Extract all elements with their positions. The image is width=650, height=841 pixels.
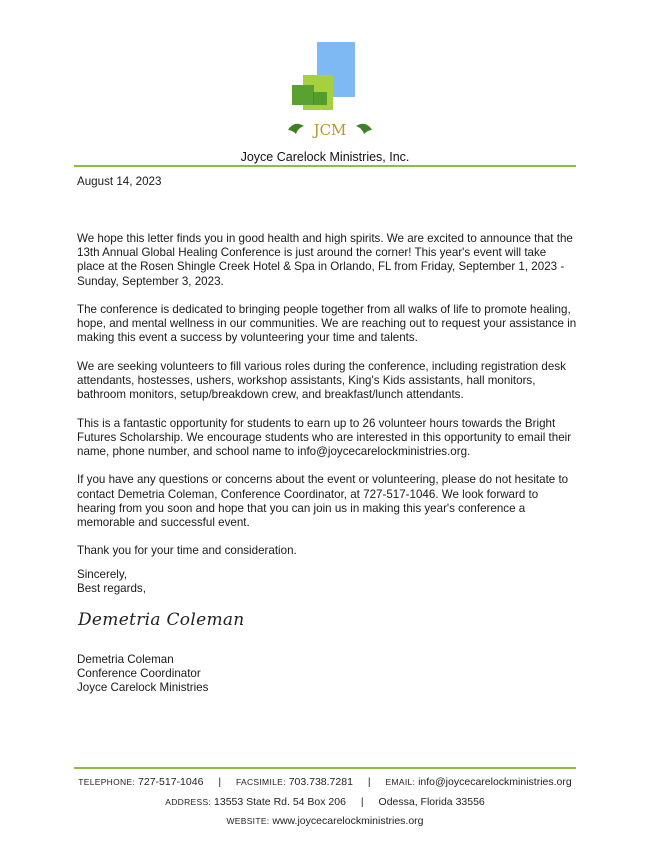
paragraph-6: Thank you for your time and consideration.	[77, 544, 297, 558]
logo-dark-green-square	[292, 85, 314, 105]
website-label: WEBSITE:	[226, 816, 270, 826]
paragraph-3: We are seeking volunteers to fill various roles during the conference, including registration desk attendants, hostesses, ushers, workshop assistants, King's Kids assistants, hall monitors, bathroom monitors, setup/breakdown crew, and breakfast/lunch attendants.	[77, 359, 566, 402]
footer-separator: |	[218, 776, 222, 788]
facsimile-value: 703.738.7281	[288, 776, 353, 788]
closing-best-regards: Best regards,	[77, 582, 146, 596]
website-link[interactable]: www.joycecarelockministries.org	[272, 815, 424, 827]
telephone-value: 727-517-1046	[138, 776, 204, 788]
footer-separator: |	[360, 796, 364, 808]
logo-leaf-left	[288, 124, 304, 134]
paragraph-5: If you have any questions or concerns about the event or volunteering, please do not hesitate to contact Demetria Coleman, Conference Coordinator, at 727-517-1046. We look forward to hearing from you soon and hope that you can join us in making this year's conference a memorable and successful event.	[77, 473, 569, 529]
logo-graphic	[280, 40, 380, 140]
footer-website-line	[0, 815, 650, 827]
signature-block	[77, 653, 577, 696]
facsimile-label: FACSIMILE:	[236, 777, 286, 787]
closing-sincerely: Sincerely,	[77, 568, 128, 581]
logo-text: JCM	[313, 121, 347, 139]
address-label: ADDRESS:	[165, 797, 212, 807]
address-value: 13553 State Rd. 54 Box 206	[214, 796, 346, 808]
signer-name: Demetria Coleman	[77, 653, 174, 666]
letter-date: August 14, 2023	[77, 175, 162, 188]
email-label: EMAIL:	[385, 777, 416, 787]
org-name: Joyce Carelock Ministries, Inc.	[240, 150, 410, 164]
email-link[interactable]: info@joycecarelockministries.org	[418, 776, 572, 788]
header-divider	[74, 165, 576, 167]
city-value: Odessa, Florida 33556	[378, 796, 485, 808]
paragraph-1: We hope this letter finds you in good health and high spirits. We are excited to announce that the 13th Annual Global Healing Conference is just around the corner! This year's event will take place at the Rosen Shingle Creek Hotel & Spa in Orlando, FL from Friday, September 1, 2023 - Sunday, September 3, 2023.	[77, 232, 573, 288]
logo-leaf-right	[356, 124, 372, 134]
signer-org: Joyce Carelock Ministries	[77, 681, 209, 695]
telephone-label: TELEPHONE:	[78, 777, 136, 787]
footer-separator: |	[367, 776, 371, 788]
jcm-logo	[280, 40, 380, 140]
paragraph-4: This is a fantastic opportunity for students to earn up to 26 volunteer hours towards the Bright Futures Scholarship. We encourage students who are interested in this opportunity to email their name, phone number, and school name to info@joycecarelockministries.org.	[77, 416, 572, 458]
footer-contact-line	[0, 776, 650, 788]
letter-body	[77, 232, 577, 573]
handwritten-signature: Demetria Coleman	[78, 610, 245, 630]
logo-overlap-square	[313, 92, 327, 105]
closing-block	[77, 568, 577, 596]
footer-divider	[74, 767, 576, 769]
signer-title: Conference Coordinator	[77, 667, 201, 681]
paragraph-2: The conference is dedicated to bringing people together from all walks of life to promote healing, hope, and mental wellness in our communities. We are reaching out to request your assistance in making this event a success by volunteering your time and talents.	[77, 303, 577, 345]
footer-address-line	[0, 796, 650, 808]
